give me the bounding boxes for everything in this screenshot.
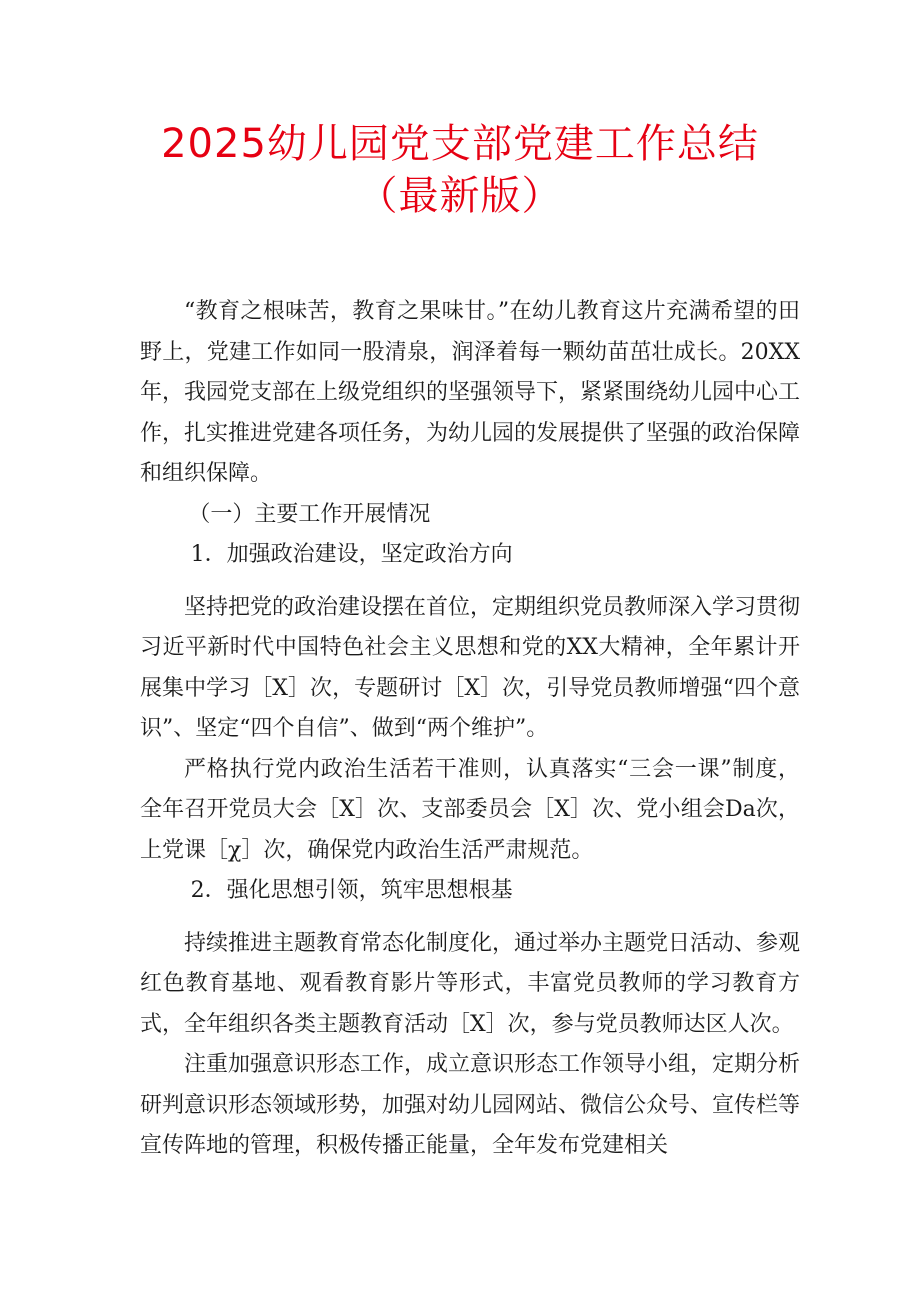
subsection-heading-2: 2．强化思想引领，筑牢思想根基 (190, 878, 513, 903)
subsection-heading-1: 1．加强政治建设，坚定政治方向 (190, 542, 513, 567)
paragraph-ideology: 注重加强意识形态工作，成立意识形态工作领导小组，定期分析研判意识形态领域形势，加强对幼儿园网站、微信公众号、宣传栏等宣传阵地的管理，积极传播正能量，全年发布党建相关 (140, 1052, 801, 1158)
document-subtitle: （最新版） (357, 173, 563, 219)
paragraph-theme-education: 持续推进主题教育常态化制度化，通过举办主题党日活动、参观红色教育基地、观看教育影片等形式，丰富党员教师的学习教育方式，全年组织各类主题教育活动［X］次，参与党员教师达区人次。 (140, 930, 801, 1037)
paragraph-party-life: 严格执行党内政治生活若干准则，认真落实“三会一课”制度，全年召开党员大会［X］次、支部委员会［X］次、党小组会Da次，上党课［χ］次，确保党内政治生活严肃规范。 (140, 756, 800, 863)
document-body (140, 292, 800, 1167)
intro-paragraph: “教育之根味苦，教育之果味甘。”在幼儿教育这片充满希望的田野上，党建工作如同一股清泉，润泽着每一颗幼苗茁壮成长。20XX年，我园党支部在上级党组织的坚强领导下，紧紧围绕幼儿园中心工作，扎实推进党建各项任务，为幼儿园的发展提供了坚强的政治保障和组织保障。 (140, 299, 801, 486)
paragraph-political-study: 坚持把党的政治建设摆在首位，定期组织党员教师深入学习贯彻习近平新时代中国特色社会主义思想和党的XX大精神，全年累计开展集中学习［X］次，专题研讨［X］次，引导党员教师增强“四个意识”、坚定“四个自信”、做到“两个维护”。 (140, 594, 801, 741)
section-heading: （一）主要工作开展情况 (188, 501, 431, 527)
document-title: 2025幼儿园党支部党建工作总结 (161, 121, 759, 167)
